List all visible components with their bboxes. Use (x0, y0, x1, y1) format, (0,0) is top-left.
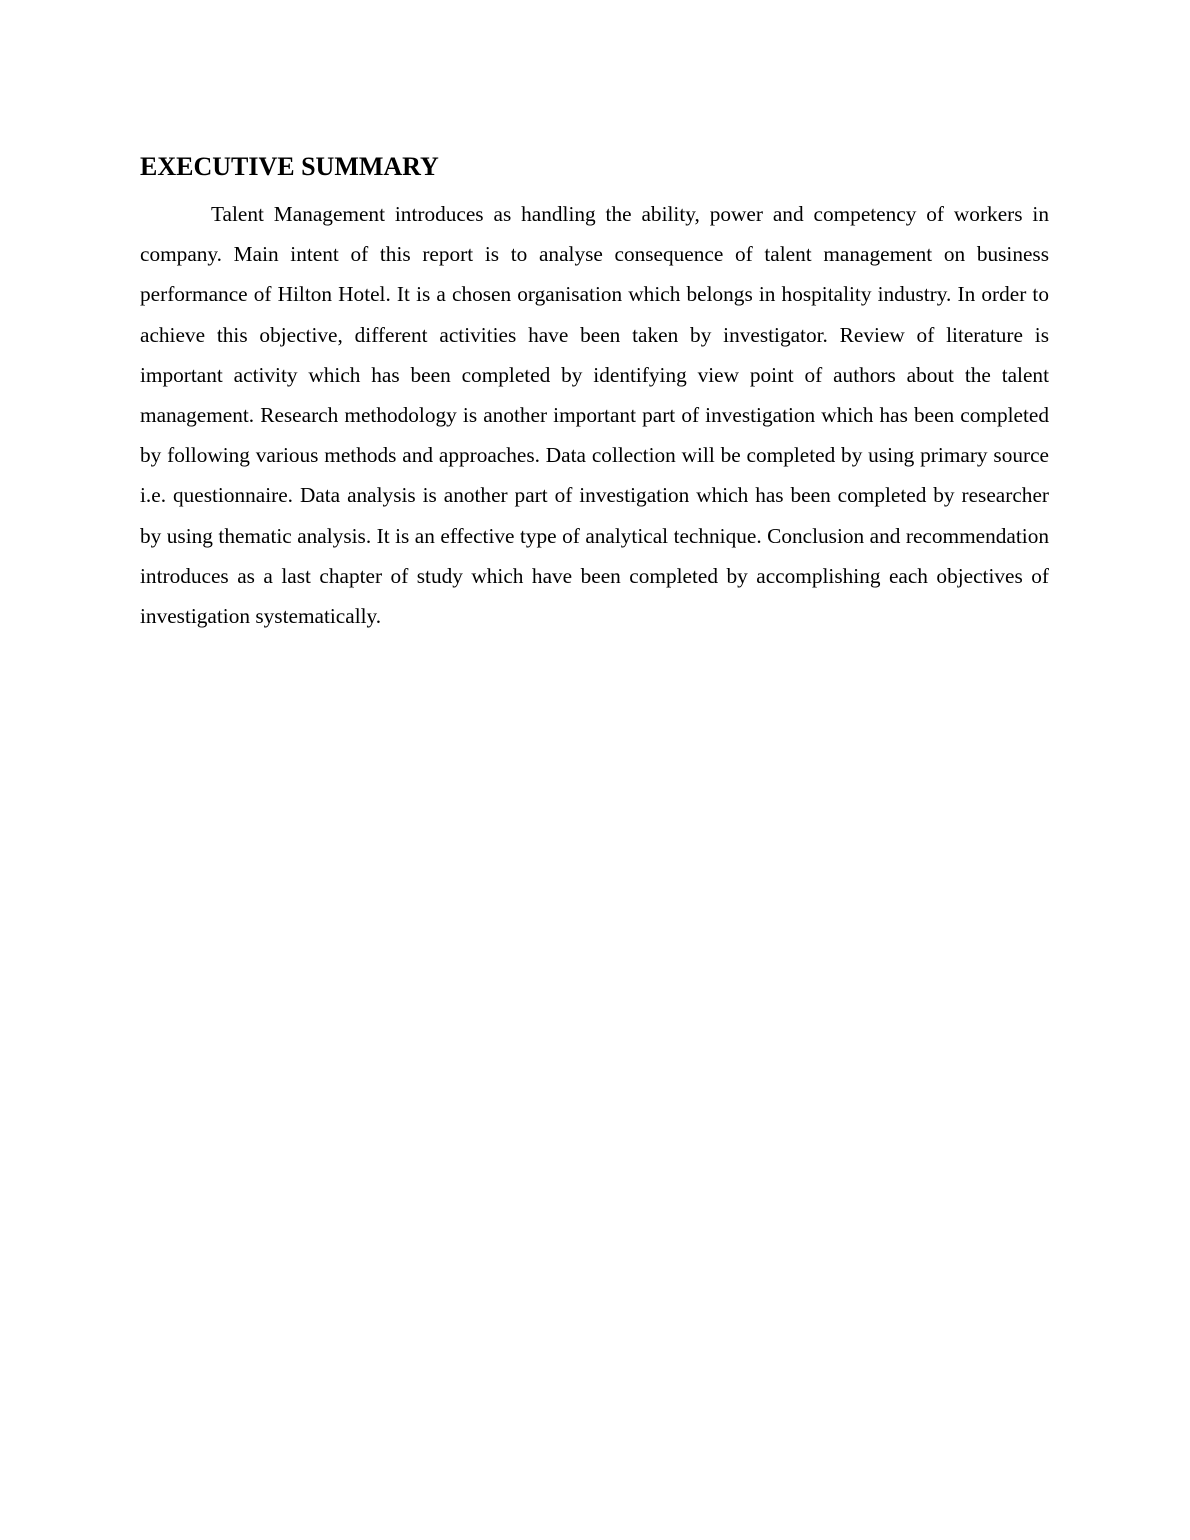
summary-paragraph: Talent Management introduces as handling the ability, power and competency of workers in company. Main intent of this report is to analyse consequence of talent management on business performance of Hilton Hotel. It is a chosen organisation which belongs in hospitality industry. In order to achieve this objective, different activities have been taken by investigator. Review of literature is important activity which has been completed by identifying view point of authors about the talent management. Research methodology is another important part of investigation which has been completed by following various methods and approaches. Data collection will be completed by using primary source i.e. questionnaire. Data analysis is another part of investigation which has been completed by researcher by using thematic analysis. It is an effective type of analytical technique. Conclusion and recommendation introduces as a last chapter of study which have been completed by accomplishing each objectives of investigation systematically. (140, 202, 1049, 629)
section-heading: EXECUTIVE SUMMARY (140, 152, 439, 181)
page-content (140, 150, 1049, 636)
